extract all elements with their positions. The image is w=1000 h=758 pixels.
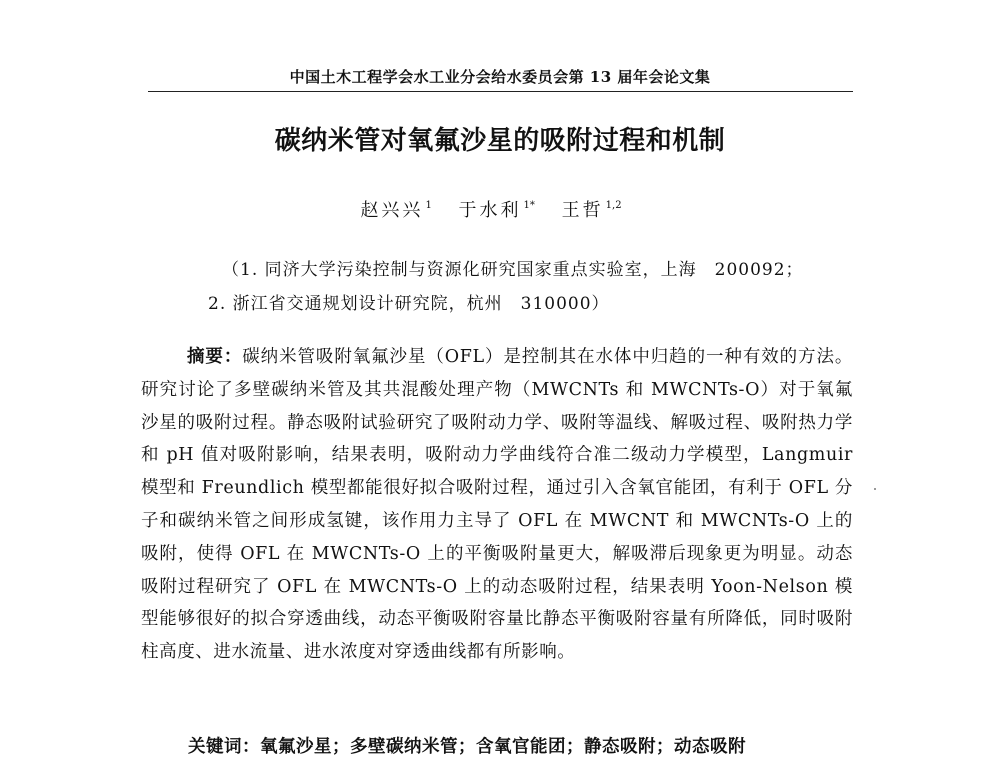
running-header: 中国土木工程学会水工业分会给水委员会第 13 届年会论文集 (289, 68, 711, 86)
scan-speck (874, 488, 876, 490)
abstract-label: 摘要： (187, 347, 243, 367)
author-name: 王哲 (561, 200, 604, 221)
keywords-label: 关键词： (188, 737, 260, 757)
affiliation-line: （1. 同济大学污染控制与资源化研究国家重点实验室，上海 200092； (222, 260, 804, 280)
author-affiliation-mark: 1* (523, 200, 535, 211)
keywords-text: 氧氟沙星；多壁碳纳米管；含氧官能团；静态吸附；动态吸附 (260, 737, 746, 757)
header-rule (148, 91, 853, 92)
author-affiliation-mark: 1,2 (605, 200, 622, 211)
abstract (141, 341, 853, 669)
author-name: 赵兴兴 (360, 200, 424, 221)
paper-title: 碳纳米管对氧氟沙星的吸附过程和机制 (274, 126, 726, 156)
author-affiliation-mark: 1 (425, 200, 432, 211)
affiliation-line: 2. 浙江省交通规划设计研究院，杭州 310000） (208, 294, 610, 314)
keywords (188, 733, 746, 758)
abstract-text: 碳纳米管吸附氧氟沙星（OFL）是控制其在水体中归趋的一种有效的方法。研究讨论了多壁碳纳米管及其共混酸处理产物（MWCNTs 和 MWCNTs-O）对于氧氟沙星的吸附过程。静态吸附试验研究了吸附动力学、吸附等温线、解吸过程、吸附热力学和 pH 值对吸附影响，结果表明，吸附动力学曲线符合准二级动力学模型，Langmuir 模型和 Freundlich 模型都能很好拟合吸附过程，通过引入含氧官能团，有利于 OFL 分子和碳纳米管之间形成氢键，该作用力主导了 OFL 在 MWCNT 和 MWCNTs-O 上的吸附，使得 OFL 在 MWCNTs-O 上的平衡吸附量更大，解吸滞后现象更为明显。动态吸附过程研究了 OFL 在 MWCNTs-O 上的动态吸附过程，结果表明 Yoon-Nelson 模型能够很好的拟合穿透曲线，动态平衡吸附容量比静态平衡吸附容量有所降低，同时吸附柱高度、进水流量、进水浓度对穿透曲线都有所影响。 (141, 347, 853, 663)
author-list (0, 196, 1000, 222)
author-name: 于水利 (458, 200, 522, 221)
